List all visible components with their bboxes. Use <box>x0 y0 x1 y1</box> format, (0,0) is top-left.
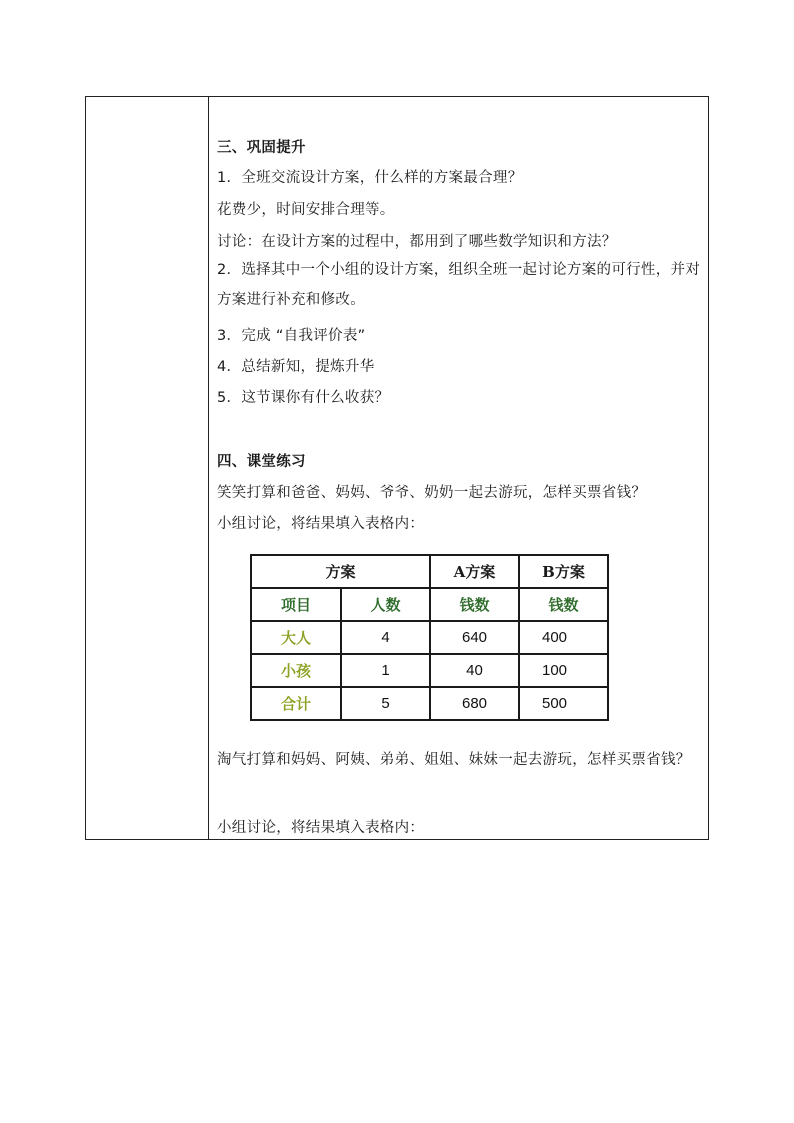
section3-item-6: 4．总结新知，提炼升华 <box>217 359 375 375</box>
section3-item-3: 讨论：在设计方案的过程中，都用到了哪些数学知识和方法？ <box>217 234 617 250</box>
section3-item-5: 3．完成 “自我评价表” <box>217 328 366 344</box>
section4-hint-1: 小组讨论，将结果填入表格内： <box>217 516 425 532</box>
header-plan-b: B方案 <box>519 555 608 588</box>
row-plan-b: 100 <box>519 654 608 687</box>
section4-question-2: 淘气打算和妈妈、阿姨、弟弟、姐姐、妹妹一起去游玩，怎样买票省钱？ <box>217 752 691 768</box>
table-row <box>251 654 608 687</box>
table-header-row <box>251 555 608 588</box>
section3-item-7: 5．这节课你有什么收获？ <box>217 390 390 406</box>
row-count: 1 <box>341 654 430 687</box>
ticket-plan-table <box>250 554 609 721</box>
lesson-frame <box>85 96 709 840</box>
row-label: 大人 <box>251 621 341 654</box>
table-subheader-row <box>251 588 608 621</box>
section4-title: 四、课堂练习 <box>217 454 306 470</box>
col-count: 人数 <box>341 588 430 621</box>
section3-item-2: 花费少，时间安排合理等。 <box>217 202 395 218</box>
section4-question-1: 笑笑打算和爸爸、妈妈、爷爷、奶奶一起去游玩，怎样买票省钱？ <box>217 485 647 501</box>
row-count: 4 <box>341 621 430 654</box>
col-item: 项目 <box>251 588 341 621</box>
col-money-b: 钱数 <box>519 588 608 621</box>
row-plan-b: 500 <box>519 687 608 720</box>
row-plan-a: 40 <box>430 654 519 687</box>
column-divider <box>208 97 209 839</box>
table-row <box>251 621 608 654</box>
section3-item-1: 1．全班交流设计方案，什么样的方案最合理？ <box>217 170 523 186</box>
section3-title: 三、巩固提升 <box>217 140 306 156</box>
section4-hint-2: 小组讨论，将结果填入表格内： <box>217 820 425 836</box>
row-label: 合计 <box>251 687 341 720</box>
row-plan-b: 400 <box>519 621 608 654</box>
row-label: 小孩 <box>251 654 341 687</box>
section3-item-4: 2．选择其中一个小组的设计方案，组织全班一起讨论方案的可行性，并对方案进行补充和修改。 <box>217 262 701 308</box>
header-plan: 方案 <box>251 555 430 588</box>
row-count: 5 <box>341 687 430 720</box>
header-plan-a: A方案 <box>430 555 519 588</box>
col-money-a: 钱数 <box>430 588 519 621</box>
table-row <box>251 687 608 720</box>
row-plan-a: 680 <box>430 687 519 720</box>
row-plan-a: 640 <box>430 621 519 654</box>
